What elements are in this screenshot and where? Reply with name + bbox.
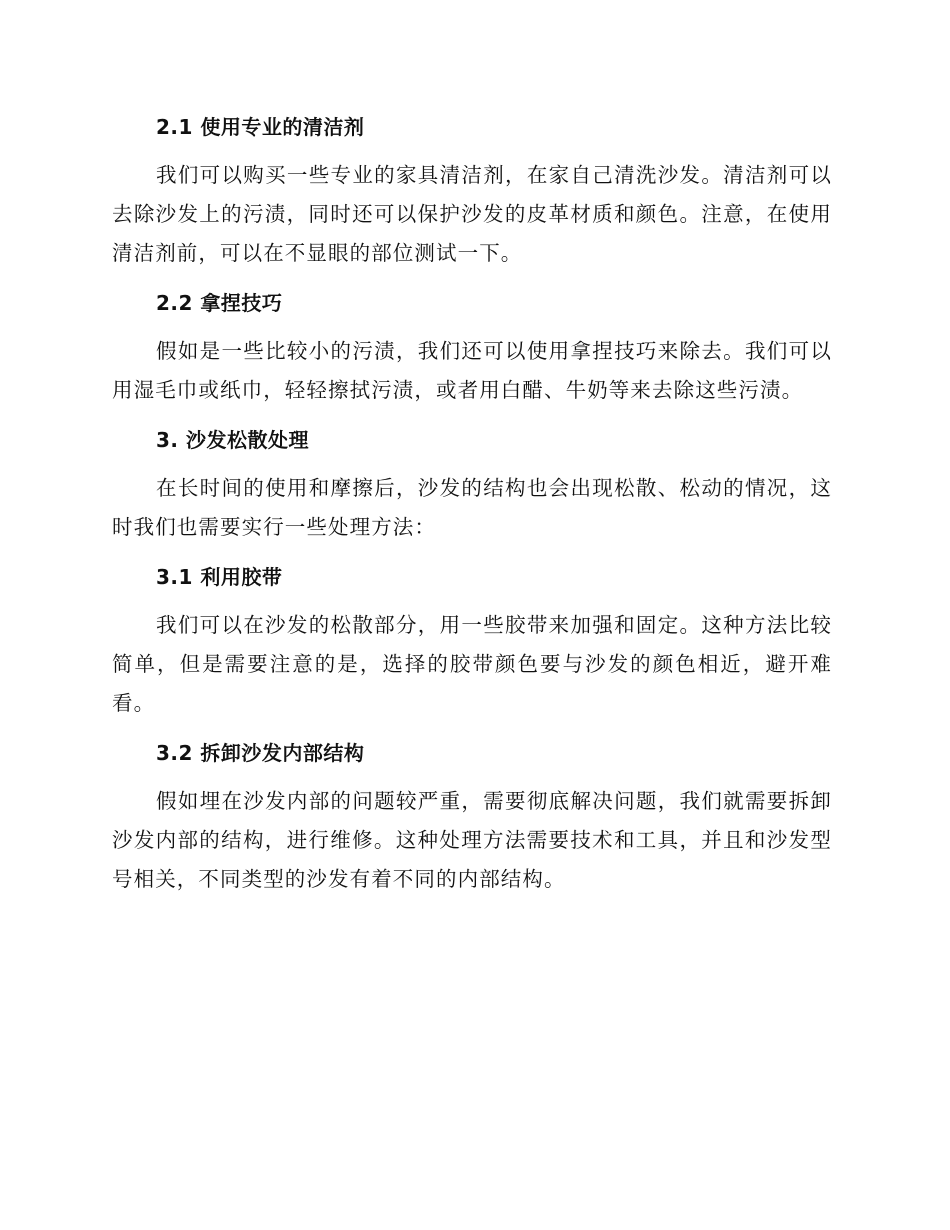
section-heading-3: 3. 沙发松散处理 bbox=[156, 428, 309, 452]
section-paragraph-2-2: 假如是一些比较小的污渍，我们还可以使用拿捏技巧来除去。我们可以用湿毛巾或纸巾，轻轻擦拭污渍，或者用白醋、牛奶等来去除这些污渍。 bbox=[112, 339, 832, 402]
section-heading-2-1: 2.1 使用专业的清洁剂 bbox=[156, 115, 365, 139]
section-heading-2-2: 2.2 拿捏技巧 bbox=[156, 291, 283, 315]
section-paragraph-3-2: 假如埋在沙发内部的问题较严重，需要彻底解决问题，我们就需要拆卸沙发内部的结构，进行维修。这种处理方法需要技术和工具，并且和沙发型号相关，不同类型的沙发有着不同的内部结构。 bbox=[112, 789, 832, 891]
section-paragraph-3-1: 我们可以在沙发的松散部分，用一些胶带来加强和固定。这种方法比较简单，但是需要注意的是，选择的胶带颜色要与沙发的颜色相近，避开难看。 bbox=[112, 613, 832, 715]
section-heading-3-1: 3.1 利用胶带 bbox=[156, 565, 283, 589]
section-paragraph-2-1: 我们可以购买一些专业的家具清洁剂，在家自己清洗沙发。清洁剂可以去除沙发上的污渍，同时还可以保护沙发的皮革材质和颜色。注意，在使用清洁剂前，可以在不显眼的部位测试一下。 bbox=[112, 163, 832, 265]
section-heading-3-2: 3.2 拆卸沙发内部结构 bbox=[156, 741, 365, 765]
document-body bbox=[112, 108, 832, 910]
section-paragraph-3: 在长时间的使用和摩擦后，沙发的结构也会出现松散、松动的情况，这时我们也需要实行一些处理方法： bbox=[112, 476, 832, 539]
